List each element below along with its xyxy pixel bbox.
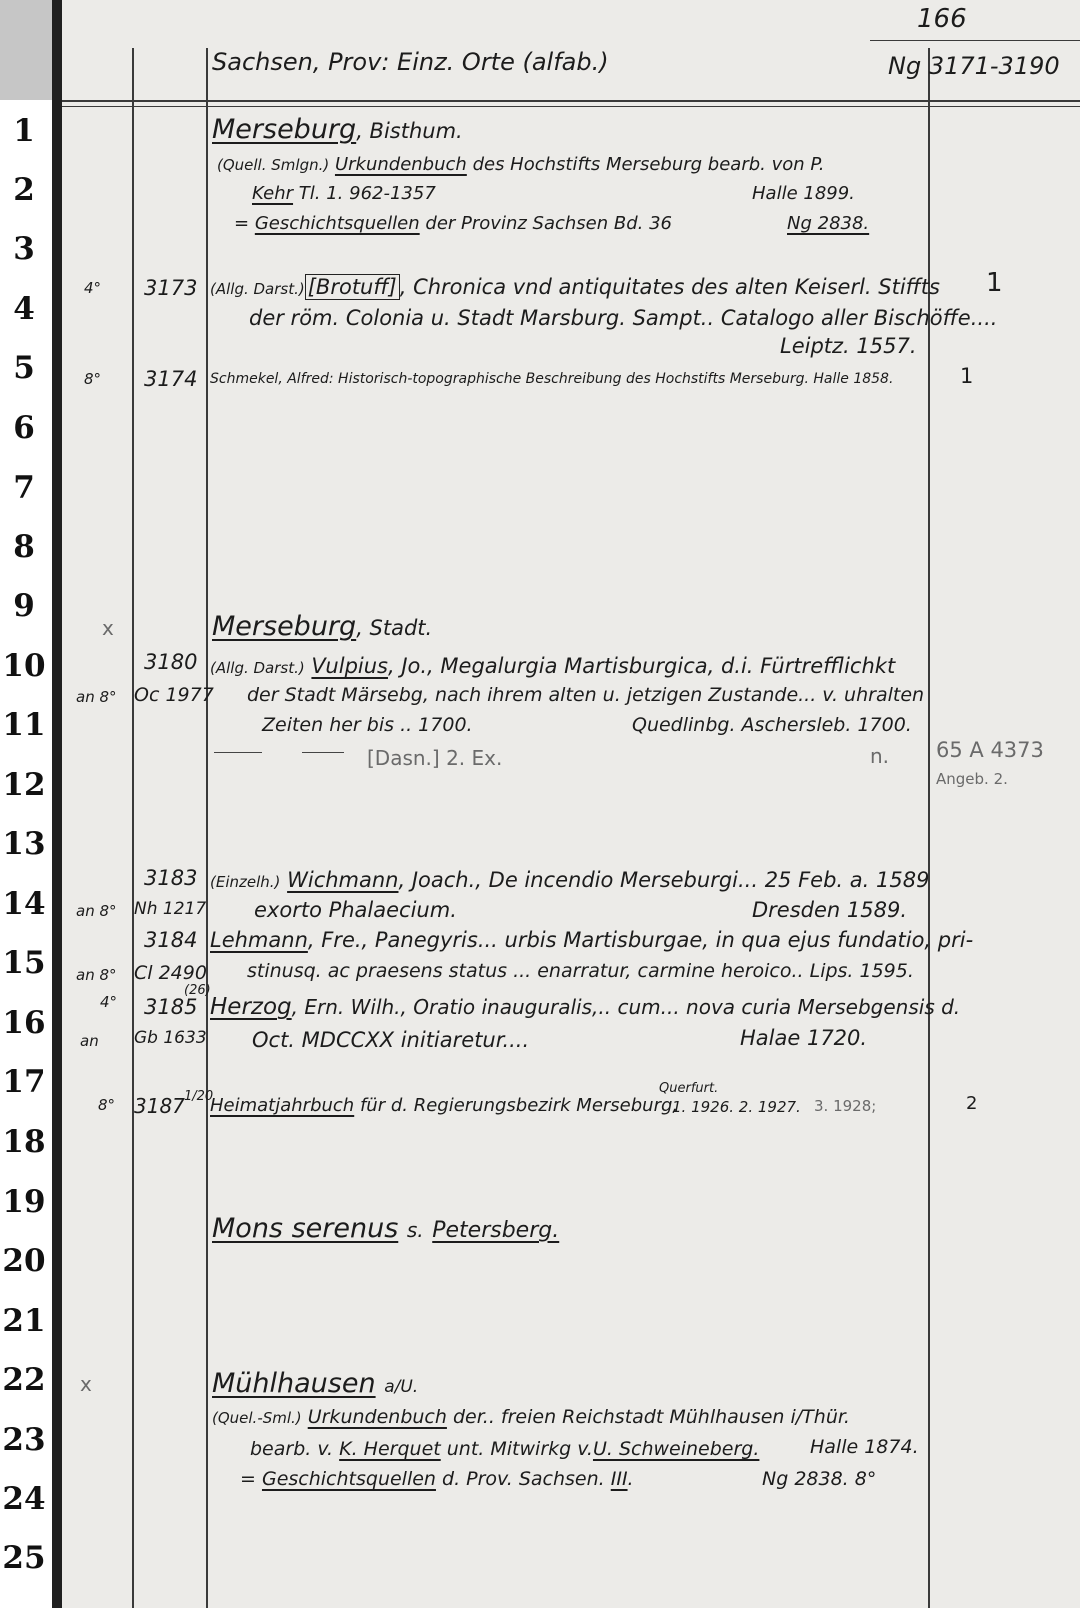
entry-imprint: Leiptz. 1557.: [780, 334, 917, 358]
entry-imprint: Quedlinbg. Aschersleb. 1700.: [632, 714, 912, 736]
entry-line: stinusq. ac praesens status ... enarratur, carmine heroico.. Lips. 1595.: [247, 960, 914, 982]
entry-format: an 8°: [76, 688, 117, 706]
source-editor-line: bearb. v. K. Herquet unt. Mitwirkg v.U. Schweineberg.: [250, 1438, 760, 1460]
line-number: 5: [13, 350, 35, 386]
entry-format: 4°: [84, 279, 102, 297]
ledger-page: [62, 0, 1080, 1608]
ditto-dash: [302, 752, 344, 753]
column-rule-number: [206, 48, 208, 1608]
entry-line: Schmekel, Alfred: Historisch-topographische Beschreibung des Hochstifts Merseburg. Halle 1858.: [210, 371, 894, 387]
copy-count: 2: [966, 1093, 978, 1114]
entry-number: 3187: [134, 1094, 185, 1118]
entry-line: Zeiten her bis .. 1700.: [262, 714, 473, 736]
entry-line: Oct. MDCCXX initiaretur....: [252, 1028, 530, 1052]
entry-format: 4°: [100, 993, 118, 1011]
line-number-gutter: [0, 0, 52, 1608]
entry-number: 3184: [144, 928, 198, 952]
entry-format: 8°: [98, 1096, 116, 1114]
section-heading: Mühlhausen a/U.: [212, 1368, 419, 1399]
line-number: 19: [2, 1184, 46, 1220]
line-number: 18: [2, 1124, 46, 1160]
entry-number: 3174: [144, 367, 198, 391]
line-number: 13: [2, 826, 46, 862]
gutter-corner: [0, 0, 56, 100]
line-number: 15: [2, 945, 46, 981]
page-number-rule: [870, 40, 1080, 41]
entry-line: Heimatjahrbuch für d. Regierungsbezirk Merseburg,: [210, 1095, 679, 1116]
source-series-line: = Geschichtsquellen d. Prov. Sachsen. III.: [240, 1468, 634, 1490]
entry-line: der röm. Colonia u. Stadt Marsburg. Sampt.. Catalogo aller Bischöffe....: [249, 306, 998, 330]
line-number: 16: [2, 1005, 46, 1041]
margin-note: Angeb. 2.: [936, 770, 1008, 788]
entry-line: (Einzelh.) Wichmann, Joach., De incendio Merseburgi... 25 Feb. a. 1589: [210, 868, 930, 892]
source-series-line: = Geschichtsquellen der Provinz Sachsen Bd. 36: [234, 213, 672, 234]
entry-number: 3185: [144, 995, 198, 1019]
line-number: 6: [13, 410, 35, 446]
entry-line: (Allg. Darst.) Vulpius, Jo., Megalurgia Martisburgica, d.i. Fürtrefflichkt: [210, 654, 896, 678]
entry-subnumber: (26): [184, 983, 211, 998]
line-number: 9: [13, 588, 35, 624]
line-number: 7: [13, 470, 35, 506]
entry-years: 1. 1926. 2. 1927.: [672, 1098, 801, 1116]
entry-imprint: Halae 1720.: [740, 1026, 868, 1050]
page-title: Sachsen, Prov: Einz. Orte (alfab.): [212, 48, 609, 76]
ditto-dash: [214, 752, 262, 753]
line-number: 2: [13, 172, 35, 208]
line-number: 21: [2, 1303, 46, 1339]
copy-count: 1: [986, 268, 1003, 298]
cross-reference: Mons serenus s. Petersberg.: [212, 1213, 560, 1244]
margin-note: 65 A 4373: [936, 738, 1044, 762]
line-number: 11: [2, 707, 46, 743]
entry-line: (Allg. Darst.) [Brotuff] , Chronica vnd antiquitates des alten Keiserl. Stiffts: [210, 275, 940, 299]
source-author-line: Kehr Tl. 1. 962-1357: [252, 183, 436, 204]
source-place: Halle 1874.: [810, 1436, 919, 1458]
entry-format: an 8°: [76, 966, 117, 984]
line-number: 25: [2, 1540, 46, 1576]
line-number: 20: [2, 1243, 46, 1279]
entry-format: an: [80, 1032, 99, 1050]
book-spine: [52, 0, 62, 1608]
copy-count: 1: [960, 364, 974, 388]
source-collection-line: (Quell. Smlgn.) Urkundenbuch des Hochstifts Merseburg bearb. von P.: [217, 154, 825, 175]
entry-years-pencil: 3. 1928;: [814, 1097, 877, 1115]
line-number: 8: [13, 529, 35, 565]
entry-imprint: Dresden 1589.: [752, 898, 908, 922]
x-mark: x: [102, 616, 114, 640]
line-number: 22: [2, 1362, 46, 1398]
source-signature: Ng 2838.: [787, 213, 870, 234]
line-number: 1: [13, 113, 35, 149]
column-rule-format: [132, 48, 134, 1608]
shelf-signature: Gb 1633: [134, 1028, 207, 1048]
line-number: 24: [2, 1481, 46, 1517]
entry-number: 3180: [144, 650, 198, 674]
source-place: Halle 1899.: [752, 183, 855, 204]
shelf-signature: Nh 1217: [134, 899, 207, 919]
entry-number: 3183: [144, 866, 198, 890]
section-heading: Merseburg, Bisthum.: [212, 114, 463, 145]
line-number: 14: [2, 886, 46, 922]
duplicate-note: [Dasn.] 2. Ex.: [367, 746, 503, 770]
entry-superscript: Querfurt.: [659, 1081, 719, 1096]
entry-fraction: 1/20: [184, 1089, 214, 1104]
entry-number: 3173: [144, 276, 198, 300]
line-number: 17: [2, 1064, 46, 1100]
section-heading: Merseburg, Stadt.: [212, 611, 433, 642]
line-number: 12: [2, 767, 46, 803]
entry-format: 8°: [84, 370, 102, 388]
header-rule-double: [62, 106, 1080, 107]
entry-line: der Stadt Märsebg, nach ihrem alten u. jetzigen Zustande... v. uhralten: [247, 684, 925, 706]
line-number: 23: [2, 1422, 46, 1458]
signature-range: Ng 3171-3190: [888, 52, 1060, 80]
line-number: 10: [2, 648, 46, 684]
source-signature: Ng 2838. 8°: [762, 1468, 877, 1490]
entry-format: an 8°: [76, 902, 117, 920]
duplicate-mark: n.: [870, 744, 890, 768]
entry-line: exorto Phalaecium.: [254, 898, 457, 922]
entry-line: Herzog, Ern. Wilh., Oratio inauguralis,.. cum... nova curia Mersebgensis d.: [210, 994, 961, 1020]
shelf-signature: Oc 1977: [134, 684, 214, 706]
page-number: 166: [917, 4, 967, 34]
shelf-signature: Cl 2490: [134, 962, 207, 984]
line-number: 4: [13, 291, 35, 327]
entry-line: Lehmann, Fre., Panegyris... urbis Martisburgae, in qua ejus fundatio, pri-: [210, 928, 974, 952]
source-collection-line: (Quel.-Sml.) Urkundenbuch der.. freien Reichstadt Mühlhausen i/Thür.: [212, 1406, 850, 1428]
x-mark: x: [80, 1372, 92, 1396]
line-number: 3: [13, 231, 35, 267]
header-rule: [62, 100, 1080, 102]
